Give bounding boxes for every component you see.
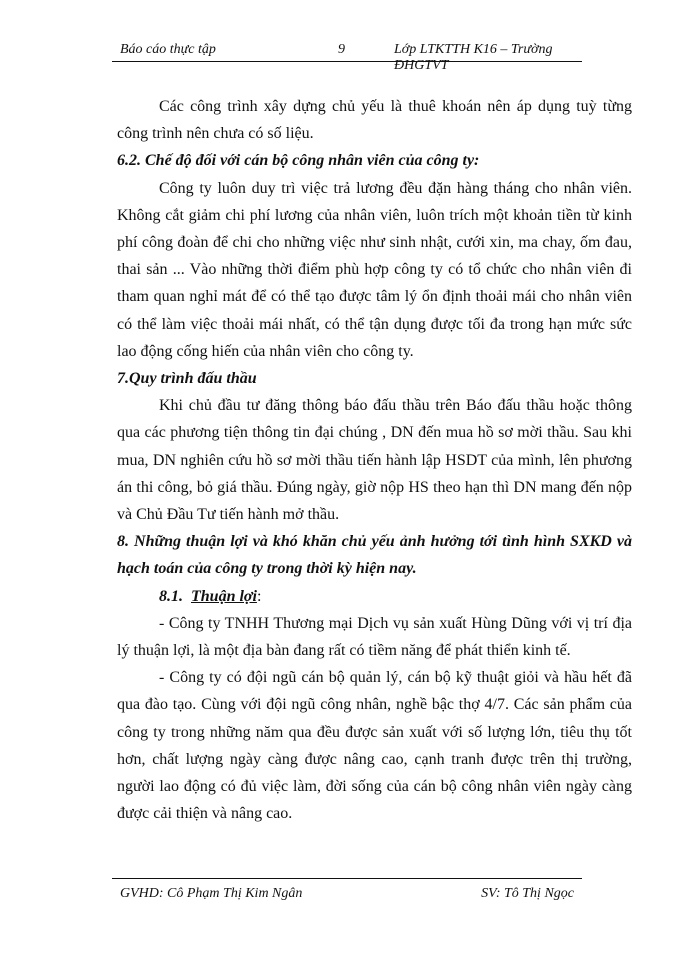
paragraph-7: Khi chủ đầu tư đăng thông báo đấu thầu trên Báo đấu thầu hoặc thông qua các phương tiện thông tin đại chúng , DN đến mua hồ sơ mời thầu. Sau khi mua, DN nghiên cứu hồ sơ mời thầu tiến hành lập HSDT của mình, lên phương án thi công, bỏ giá thầu. Đúng ngày, giờ nộp HS theo hạn thì DN mang đến nộp và Chủ Đầu Tư tiến hành mở thầu.	[117, 397, 632, 524]
footer-advisor: GVHD: Cô Phạm Thị Kim Ngân	[120, 886, 303, 901]
heading-8-1-number: 8.1.	[159, 587, 183, 605]
intro-paragraph: Các công trình xây dựng chủ yếu là thuê khoán nên áp dụng tuỳ từng công trình nên chưa có số liệu.	[117, 98, 632, 143]
paragraph-8-1-a: - Công ty TNHH Thương mại Dịch vụ sản xuất Hùng Dũng với vị trí địa lý thuận lợi, là một địa bàn đang rất có tiềm năng để phát thiển kinh tế.	[117, 614, 632, 660]
header-divider	[112, 61, 582, 62]
footer-student: SV: Tô Thị Ngọc	[481, 886, 574, 901]
header-report-title: Báo cáo thực tập	[120, 42, 216, 57]
document-body	[117, 93, 632, 827]
paragraph-6-2: Công ty luôn duy trì việc trả lương đều đặn hàng tháng cho nhân viên. Không cắt giảm chi phí lương của nhân viên, luôn trích một khoản tiền từ kinh phí công đoàn để chi cho những việc như sinh nhật, cưới xin, ma chay, ốm đau, thai sản ... Vào những thời điểm phù hợp công ty có tổ chức cho nhân viên đi tham quan nghỉ mát để có thể tạo được tâm lý ổn định thoải mái cho nhân viên có thể làm việc thoải mái nhất, có thể tận dụng được tối đa trong hạn mức sức lao động cống hiến của nhân viên cho công ty.	[117, 179, 632, 360]
header-class-school: Lớp LTKTTH K16 – Trường ĐHGTVT	[394, 42, 553, 73]
page-footer	[112, 886, 582, 906]
heading-7: 7.Quy trình đấu thầu	[117, 370, 257, 388]
footer-divider	[112, 878, 582, 879]
heading-8: 8. Những thuận lợi và khó khăn chủ yếu ảnh hưởng tới tình hình SXKD và hạch toán của công ty trong thời kỳ hiện nay.	[117, 533, 632, 578]
page-header	[112, 42, 582, 73]
heading-6-2: 6.2. Chế độ đối với cán bộ công nhân viên của công ty:	[117, 152, 480, 170]
heading-8-1-colon: :	[256, 587, 262, 605]
heading-8-1-title: Thuận lợi	[191, 587, 257, 605]
header-page-number: 9	[338, 42, 345, 57]
heading-8-1	[117, 583, 632, 610]
paragraph-8-1-b: - Công ty có đội ngũ cán bộ quản lý, cán bộ kỹ thuật giỏi và hầu hết đã qua đào tạo. Cùng với đội ngũ công nhân, nghề bậc thợ 4/7. Các sản phẩm của công ty trong những năm qua đều được sản xuất với số lượng lớn, tiêu thụ tốt hơn, chất lượng ngày càng được nâng cao, cạnh tranh được trên thị trường, người lao động có đủ việc làm, đời sống của cán bộ công nhân viên ngày càng được cải thiện và nâng cao.	[117, 669, 632, 823]
